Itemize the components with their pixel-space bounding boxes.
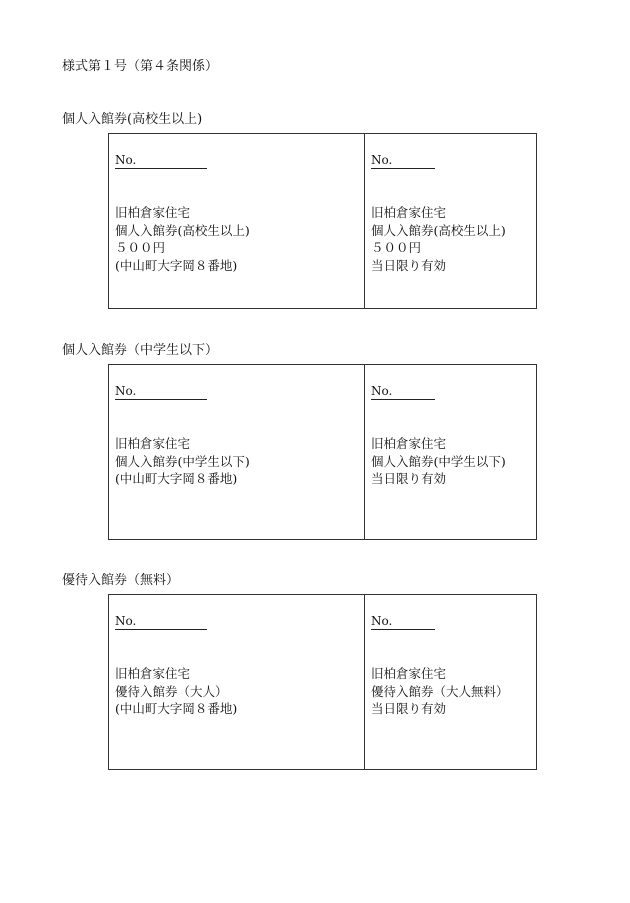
ticket-number-label: No. (115, 613, 207, 630)
ticket-side-text (371, 204, 506, 274)
ticket-side-stub (365, 595, 536, 769)
ticket-line: 個人入館券(高校生以上) (115, 222, 250, 238)
ticket-adult (108, 133, 537, 309)
ticket-main-text (115, 435, 250, 488)
section-title-junior: 個人入館券（中学生以下） (62, 343, 219, 358)
ticket-line: 当日限り有効 (371, 471, 447, 486)
ticket-number-label: No. (371, 152, 435, 169)
ticket-line: 当日限り有効 (371, 257, 447, 273)
ticket-line: 旧柏倉家住宅 (115, 666, 191, 681)
ticket-line: (中山町大字岡８番地) (115, 471, 238, 486)
ticket-line: 当日限り有効 (371, 701, 447, 716)
ticket-line: 個人入館券(中学生以下) (115, 453, 250, 469)
section-title-adult: 個人入館券(高校生以上) (62, 112, 203, 127)
ticket-line: (中山町大字岡８番地) (115, 701, 238, 716)
ticket-number-label: No. (115, 152, 207, 169)
ticket-number-label: No. (115, 383, 207, 400)
ticket-main-stub (109, 595, 365, 769)
ticket-line: ５００円 (115, 240, 166, 255)
ticket-main-text (115, 204, 250, 274)
ticket-line: (中山町大字岡８番地) (115, 257, 238, 273)
ticket-line: 旧柏倉家住宅 (371, 205, 447, 220)
ticket-line: 旧柏倉家住宅 (371, 436, 447, 451)
ticket-complimentary (108, 594, 537, 770)
ticket-main-stub (109, 134, 365, 308)
ticket-number-label: No. (371, 613, 435, 630)
ticket-line: 優待入館券（大人無料） (371, 683, 509, 699)
ticket-line: 個人入館券(高校生以上) (371, 222, 506, 238)
ticket-main-text (115, 665, 237, 718)
ticket-line: 旧柏倉家住宅 (371, 666, 447, 681)
form-number: 様式第１号（第４条関係） (62, 59, 219, 74)
ticket-junior (108, 364, 537, 540)
ticket-side-stub (365, 365, 536, 539)
ticket-side-text (371, 435, 506, 488)
section-title-complimentary: 優待入館券（無料） (62, 573, 180, 588)
ticket-side-stub (365, 134, 536, 308)
ticket-line: 旧柏倉家住宅 (115, 205, 191, 220)
ticket-line: 個人入館券(中学生以下) (371, 453, 506, 469)
ticket-main-stub (109, 365, 365, 539)
ticket-line: 旧柏倉家住宅 (115, 436, 191, 451)
ticket-line: ５００円 (371, 240, 422, 255)
ticket-line: 優待入館券（大人） (115, 683, 228, 699)
ticket-number-label: No. (371, 383, 435, 400)
ticket-side-text (371, 665, 509, 718)
